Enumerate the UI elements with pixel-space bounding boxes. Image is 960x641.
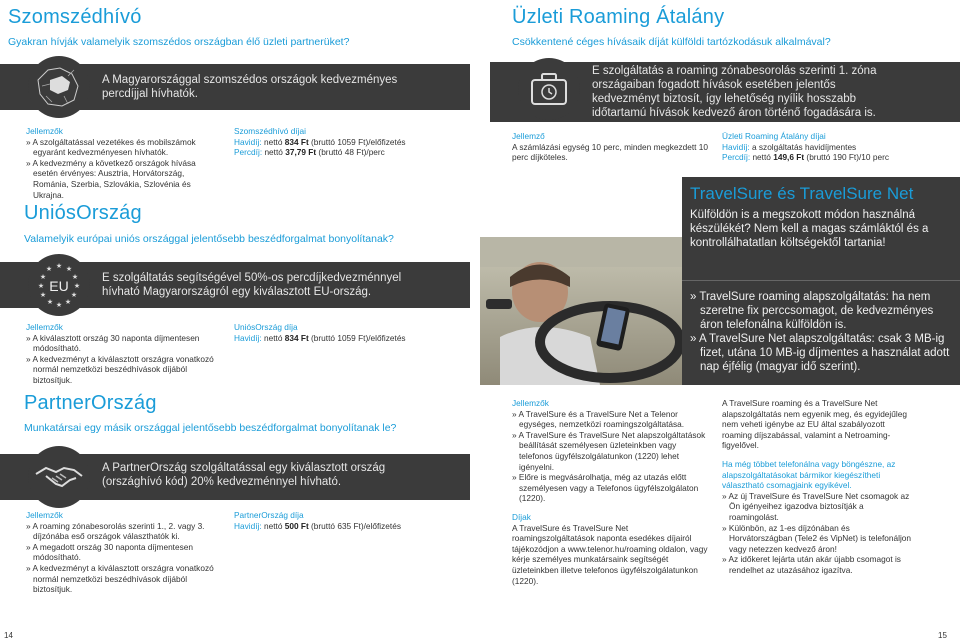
divider: [682, 280, 960, 281]
svg-text:★: ★: [71, 273, 79, 281]
fee-line: Havidíj: nettó 500 Ft (bruttó 635 Ft)/előfizetés: [234, 520, 401, 531]
roaming-subtitle: Csökkentené céges hívásaik díját külföldi tartózkodásuk alkalmával?: [512, 36, 831, 48]
list-item: » A roaming zónabesorolás szerinti 1., 2. vagy 3. díjzónába eső országok választhatók ki.: [26, 520, 205, 542]
travelsure-title: TravelSure és TravelSure Net: [690, 184, 914, 203]
unio-title: UniósOrszág: [24, 202, 142, 224]
features-label: Jellemző: [512, 131, 545, 141]
driver-phone-photo: [480, 237, 682, 385]
svg-text:★: ★: [37, 282, 45, 290]
travelsure-features: [512, 398, 708, 586]
szomszed-fees: [234, 126, 464, 158]
szomszed-subtitle: Gyakran hívják valamelyik szomszédos országban élő üzleti partnerüket?: [8, 36, 350, 48]
travelsure-col2: [722, 398, 914, 576]
roaming-features: [512, 131, 708, 163]
svg-text:★: ★: [45, 265, 53, 273]
fees-label: PartnerOrszág díja: [234, 510, 304, 520]
unio-features: [26, 322, 226, 386]
partner-banner-text: A PartnerOrszág szolgáltatással egy kiválasztott ország (országhívó kód) 20% kedvezménnyel hívható.: [102, 462, 386, 488]
fees-label: UniósOrszág díja: [234, 322, 298, 332]
eu-flag-icon: [28, 254, 90, 316]
map-icon: [28, 56, 90, 118]
svg-text:★: ★: [39, 291, 47, 299]
fees-text: A TravelSure és TravelSure Net roamingszolgáltatások naponta esedékes díjairól tájékozódjon a www.telenor.hu/roaming oldalon, vagy kérje személyes munkatársaink segítségét üzleteinkben illetve telefonos ügyfélszolgálatunkon (1220).: [512, 522, 708, 586]
list-item: » A szolgáltatással vezetékes és mobilszámok egyaránt kedvezményesen hívhatók.: [26, 136, 196, 158]
list-item: » Az új TravelSure és TravelSure Net csomagok az Ön igényeihez igazodva biztosítják a roamingolást.: [722, 490, 910, 522]
partner-subtitle: Munkatársai egy másik országgal jelentősebb beszédforgalmat bonyolítanak le?: [24, 422, 397, 434]
szomszed-banner-text: A Magyarországgal szomszédos országok kedvezményes percdíjjal hívhatók.: [102, 74, 398, 100]
roaming-banner-text: E szolgáltatás a roaming zónabesorolás szerinti 1. zóna országaiban fogadott hívások esetében jelentős kedvezményt biztosít, így lehetőség nyílik hosszabb időtartamú hívások kedvező áron történő fogadására is.: [592, 65, 877, 119]
svg-text:★: ★: [65, 265, 73, 273]
features-label: Jellemzők: [26, 322, 63, 332]
partner-fees: [234, 510, 464, 531]
fee-line: Havidíj: a szolgáltatás havidíjmentes: [722, 141, 857, 152]
list-item: » A kiválasztott ország 30 naponta díjmentesen módosítható.: [26, 332, 200, 354]
partner-features: [26, 510, 222, 595]
fees-label: Szomszédhívó díjai: [234, 126, 306, 136]
svg-text:★: ★: [46, 298, 54, 306]
svg-text:★: ★: [39, 273, 47, 281]
list-item: » TravelSure roaming alapszolgáltatás: ha nem szeretne fix perccsomagot, de kedvezményes áron telefonálna külföldön is.: [690, 291, 934, 331]
highlight-paragraph: Ha még többet telefonálna vagy böngészne, az alapszolgáltatásokat bármikor kiegészítheti választható csomagjaink egyikével.: [722, 458, 896, 491]
unio-subtitle: Valamelyik európai uniós országgal jelentősebb beszédforgalmat bonyolítanak?: [24, 233, 394, 245]
features-label: Jellemzők: [26, 510, 63, 520]
travelsure-intro: Külföldön is a megszokott módon használná készülékét? Nem kell a magas számláktól és a kontrollálhatatlan költségektől tartania!: [690, 209, 929, 249]
roaming-title: Üzleti Roaming Átalány: [512, 6, 725, 28]
svg-text:★: ★: [70, 291, 78, 299]
list-item: » A TravelSure Net alapszolgáltatás: csak 3 MB-ig fizet, utána 10 MB-ig díjmentes a használat adott nap éjfélig (magyar idő szerint).: [690, 333, 950, 373]
eu-label: EU: [49, 278, 69, 294]
list-item: » A TravelSure és a TravelSure Net a Telenor egységes, nemzetközi roamingszolgáltatása.: [512, 408, 685, 430]
fees-label: Díjak: [512, 511, 531, 522]
fees-label: Üzleti Roaming Átalány díjai: [722, 131, 826, 141]
paragraph: A TravelSure roaming és a TravelSure Net alapszolgáltatás nem egyenik meg, és egyidejűleg nem veheti igénybe az EU által szabályozott roaming díjszabással, valamint a Netroaming-figyelővel.: [722, 398, 907, 451]
list-item: » Különbön, az 1-es díjzónában és Horvátországban (Tele2 és VipNet) is telefonáljon vagy netezzen kedvező áron!: [722, 522, 912, 554]
partner-title: PartnerOrszág: [24, 392, 157, 414]
fee-line: Percdíj: nettó 37,79 Ft (bruttó 48 Ft)/perc: [234, 147, 385, 158]
list-item: » A kedvezményt a kiválasztott országra vonatkozó normál nemzetközi beszédhívások díjából biztosítjuk.: [26, 353, 214, 385]
svg-text:★: ★: [73, 282, 81, 290]
travelsure-points: [690, 290, 952, 374]
page-number-left: 14: [4, 631, 13, 640]
list-item: » A megadott ország 30 naponta díjmentesen módosítható.: [26, 541, 193, 563]
fee-line: Havidíj: nettó 834 Ft (bruttó 1059 Ft)/előfizetés: [234, 136, 406, 147]
svg-text:★: ★: [64, 298, 72, 306]
list-item: » A kedvezmény a következő országok hívása esetén érvényes: Ausztria, Horvátország, Románia, Szerbia, Szlovákia, Szlovénia és Ukrajna.: [26, 157, 196, 200]
szomszed-title: Szomszédhívó: [8, 6, 142, 28]
handshake-icon: [28, 446, 90, 508]
page-number-right: 15: [938, 631, 947, 640]
features-label: Jellemzők: [512, 398, 549, 408]
list-item: » A TravelSure és TravelSure Net alapszolgáltatások beállítását személyesen üzleteinkben vagy telefonos ügyfélszolgálatunkon (1220) lehet igényelni.: [512, 429, 706, 472]
roaming-fees: [722, 131, 958, 163]
list-item: » Előre is megvásárolhatja, még az utazás előtt személyesen vagy a Telefonos ügyfélszolgálaton (1220).: [512, 472, 699, 504]
unio-fees: [234, 322, 464, 343]
svg-text:★: ★: [55, 301, 63, 309]
list-item: » Az időkeret lejárta után akár újabb csomagot is rendelhet az utazásához igazítva.: [722, 554, 901, 575]
list-item: » A kedvezményt a kiválasztott országra vonatkozó normál nemzetközi beszédhívások díjából biztosítjuk.: [26, 562, 214, 595]
svg-text:★: ★: [55, 262, 63, 270]
unio-banner-text: E szolgáltatás segítségével 50%-os percdíjkedvezménnyel hívható Magyarországról egy kiválasztott EU-ország.: [102, 272, 402, 298]
fee-line: Percdíj: nettó 149,6 Ft (bruttó 190 Ft)/10 perc: [722, 152, 889, 163]
szomszed-features: [26, 126, 222, 200]
features-label: Jellemzők: [26, 126, 63, 136]
suitcase-clock-icon: [518, 58, 580, 120]
fee-line: Havidíj: nettó 834 Ft (bruttó 1059 Ft)/előfizetés: [234, 332, 406, 343]
list-item: A számlázási egység 10 perc, minden megkezdett 10 perc díjköteles.: [512, 141, 709, 163]
